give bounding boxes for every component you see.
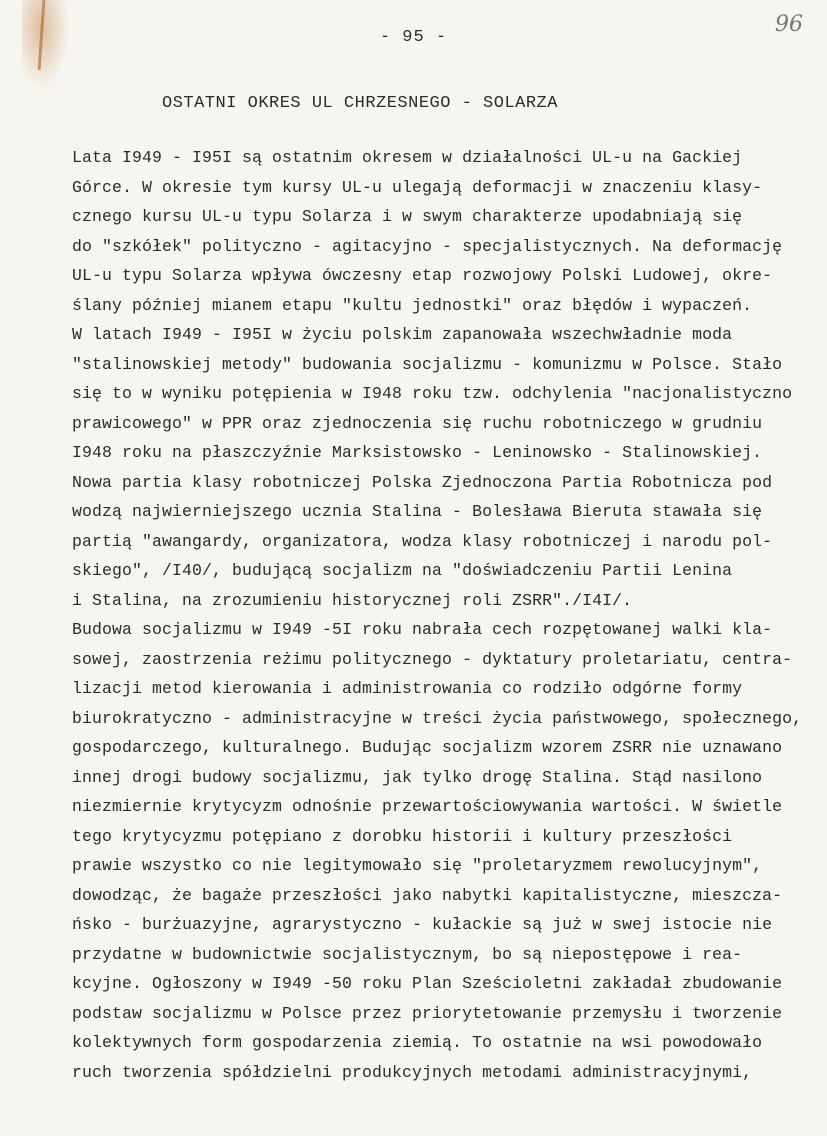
text-line: sowej, zaostrzenia reżimu politycznego - dyktatury proletariatu, centra- xyxy=(72,649,793,669)
text-line: UL-u typu Solarza wpływa ówczesny etap rozwojowy Polski Ludowej, okre- xyxy=(72,266,773,285)
text-line: "stalinowskiej metody" budowania socjalizmu - komunizmu w Polsce. Stało xyxy=(72,354,783,374)
text-line: Budowa socjalizmu w I949 -5I roku nabrała cech rozpętowanej walki kla- xyxy=(72,620,773,639)
text-line: dowodząc, że bagaże przeszłości jako nabytki kapitalistyczne, mieszcza- xyxy=(72,885,783,905)
text-line: wodzą najwierniejszego ucznia Stalina - Bolesława Bieruta stawała się xyxy=(72,502,763,521)
text-line: kolektywnych form gospodarzenia ziemią. To ostatnie na wsi powodowało xyxy=(72,1033,763,1052)
text-line: partią "awangardy, organizatora, wodza klasy robotniczej i narodu pol- xyxy=(72,531,773,551)
text-line: Nowa partia klasy robotniczej Polska Zjednoczona Partia Robotnicza pod xyxy=(72,472,773,492)
text-line: prawicowego" w PPR oraz zjednoczenia się ruchu robotniczego w grudniu xyxy=(72,413,763,433)
text-line: innej drogi budowy socjalizmu, jak tylko drogę Stalina. Stąd nasilono xyxy=(72,767,763,787)
text-line: prawie wszystko co nie legitymowało się "proletaryzmem rewolucyjnym", xyxy=(72,856,763,875)
text-line: kcyjne. Ogłoszony w I949 -50 roku Plan Sześcioletni zakładał zbudowanie xyxy=(72,974,783,993)
handwritten-page-number: 96 xyxy=(775,12,803,37)
text-line: i Stalina, na zrozumieniu historycznej roli ZSRR"./I4I/. xyxy=(72,590,633,610)
text-line: podstaw socjalizmu w Polsce przez priorytetowanie przemysłu i tworzenie xyxy=(72,1003,783,1023)
text-line: Lata I949 - I95I są ostatnim okresem w działalności UL-u na Gackiej xyxy=(72,148,743,167)
text-line: I948 roku na płaszczyźnie Marksistowsko - Leninowsko - Stalinowskiej. xyxy=(72,443,763,462)
text-line: W latach I949 - I95I w życiu polskim zapanowała wszechwładnie moda xyxy=(72,325,733,344)
body-text xyxy=(72,143,824,1087)
text-line: niezmiernie krytycyzm odnośnie przewartościowywania wartości. W świetle xyxy=(72,797,783,816)
text-line: gospodarczego, kulturalnego. Budując socjalizm wzorem ZSRR nie uznawano xyxy=(72,738,783,757)
text-line: cznego kursu UL-u typu Solarza i w swym charakterze upodabniają się xyxy=(72,207,743,226)
section-heading: OSTATNI OKRES UL CHRZESNEGO - SOLARZA xyxy=(162,94,558,113)
text-line: Górce. W okresie tym kursy UL-u ulegają deformacji w znaczeniu klasy- xyxy=(72,177,763,197)
text-line: skiego", /I40/, budującą socjalizm na "doświadczeniu Partii Lenina xyxy=(72,561,733,580)
text-line: ślany później mianem etapu "kultu jednostki" oraz błędów i wypaczeń. xyxy=(72,295,753,315)
text-line: się to w wyniku potępienia w I948 roku tzw. odchylenia "nacjonalistyczno xyxy=(72,384,793,403)
text-line: tego krytycyzmu potępiano z dorobku historii i kultury przeszłości xyxy=(72,826,733,846)
text-line: biurokratyczno - administracyjne w treści życia państwowego, społecznego, xyxy=(72,708,803,728)
text-line: do "szkółek" polityczno - agitacyjno - specjalistycznych. Na deformację xyxy=(72,236,783,256)
page-number: - 95 - xyxy=(379,28,448,47)
text-line: ruch tworzenia spółdzielni produkcyjnych metodami administracyjnymi, xyxy=(72,1062,753,1082)
text-line: lizacji metod kierowania i administrowania co rodziło odgórne formy xyxy=(72,679,743,698)
text-line: ńsko - burżuazyjne, agrarystyczno - kułackie są już w swej istocie nie xyxy=(72,915,773,934)
text-line: przydatne w budownictwie socjalistycznym, bo są niepostępowe i rea- xyxy=(72,944,743,964)
